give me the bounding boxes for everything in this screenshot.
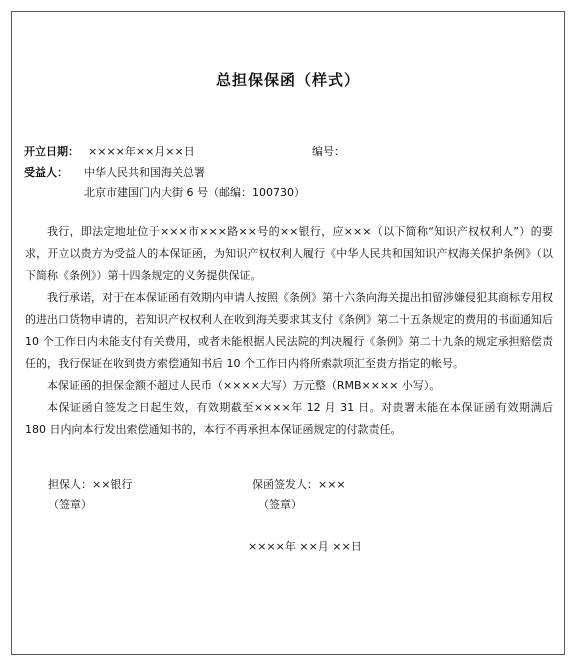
paragraph-4: 本保证函自签发之日起生效，有效期截至××××年 12 月 31 日。对贵署未能在本保证函有效期满后 180 日内向本行发出索偿通知书的，本行不再承担本保证函规定的付款责任。	[25, 401, 553, 436]
signature-date: ××××年 ××月 ××日	[248, 540, 362, 553]
date-value: ××××年××月××日	[88, 145, 195, 158]
issuer-seal: （签章）	[258, 498, 302, 511]
paragraph-2: 我行承诺，对于在本保证函有效期内申请人按照《条例》第十六条向海关提出扣留涉嫌侵犯其商标专用权的进出口货物申请的，若知识产权权利人在收到海关要求其支付《条例》第二十五条规定的费用的书面通知后 10 个工作日内未能支付有关费用，或者未能根据人民法院的判决履行《条例》第二十九条的规定承担赔偿责任的，我行保证在收到贵方索偿通知书后 10 个工作日内将所索款项汇至贵方指定的帐号。	[25, 291, 553, 370]
beneficiary-address: 北京市建国门内大街 6 号（邮编：100730）	[84, 186, 305, 199]
guarantor: 担保人：××银行	[48, 478, 133, 491]
letter-body	[25, 221, 553, 441]
guarantor-seal: （签章）	[48, 498, 92, 511]
beneficiary-label: 受益人：	[24, 166, 68, 179]
issuer: 保函签发人：×××	[252, 478, 346, 491]
document-title: 总担保保函（样式）	[215, 71, 360, 89]
number-label: 编号：	[312, 145, 345, 158]
beneficiary-name: 中华人民共和国海关总署	[84, 166, 205, 179]
paragraph-3: 本保证函的担保金额不超过人民币（××××大写）万元整（RMB×××× 小写）。	[47, 379, 441, 392]
paragraph-1: 我行，即法定地址位于×××市×××路××号的××银行，应×××（以下简称“知识产权权利人”）的要求，开立以贵方为受益人的本保证函，为知识产权权利人履行《中华人民共和国知识产权海关保护条例》（以下简称《条例》）第十四条规定的义务提供保证。	[25, 225, 553, 282]
date-label: 开立日期：	[24, 145, 79, 158]
